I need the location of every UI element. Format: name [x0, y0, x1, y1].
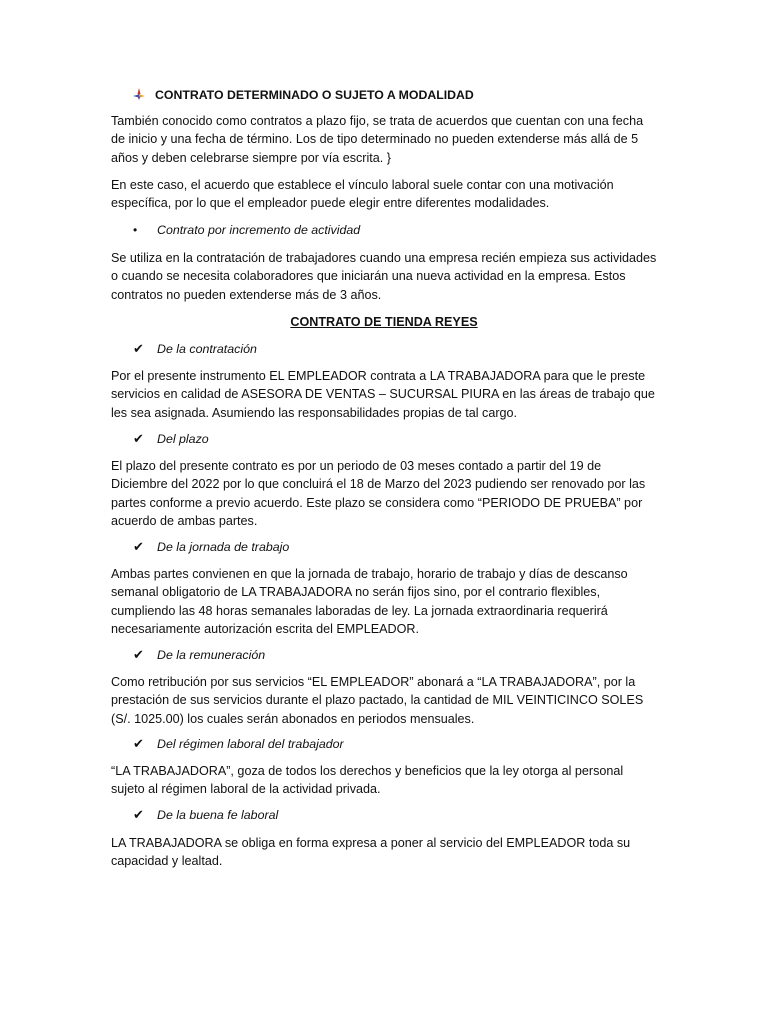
- paragraph-jornada: Ambas partes convienen en que la jornada de trabajo, horario de trabajo y días de descanso semanal obligatorio de LA TRABAJADORA no serán fijos sino, por el contrario flexibles, cumpliendo las 48 horas semanales laboradas de ley. La jornada extraordinaria requerirá necesariamente autorización escrita del EMPLEADOR.: [111, 567, 628, 636]
- checkmark-icon: ✔: [133, 539, 144, 554]
- subheading-text: De la jornada de trabajo: [157, 540, 290, 554]
- subheading-buenafe: [133, 806, 278, 824]
- subheading-text: Del régimen laboral del trabajador: [157, 737, 344, 751]
- checkmark-icon: ✔: [133, 807, 144, 822]
- subheading-incremento: [133, 221, 360, 239]
- subheading-jornada: [133, 538, 289, 556]
- paragraph-contratacion: Por el presente instrumento EL EMPLEADOR contrata a LA TRABAJADORA para que le preste servicios en calidad de ASESORA DE VENTAS – SUCURSAL PIURA en las áreas de trabajo que les sea asignada. Asumiendo las responsabilidades propias de tal cargo.: [111, 369, 655, 420]
- contract-title: CONTRATO DE TIENDA REYES: [290, 315, 478, 329]
- subheading-plazo: [133, 430, 209, 448]
- subheading-regimen: [133, 735, 344, 753]
- subheading-text: De la remuneración: [157, 648, 266, 662]
- paragraph-remuneracion: Como retribución por sus servicios “EL EMPLEADOR” abonará a “LA TRABAJADORA”, por la prestación de sus servicios durante el plazo pactado, la cantidad de MIL VEINTICINCO SOLES (S/. 1025.00) los cuales serán abonados en periodos mensuales.: [111, 675, 644, 726]
- subheading-text: Contrato por incremento de actividad: [157, 223, 361, 237]
- paragraph-case: En este caso, el acuerdo que establece el vínculo laboral suele contar con una motivación específica, por lo que el empleador puede elegir entre diferentes modalidades.: [111, 178, 614, 211]
- bullet-dot-icon: •: [133, 223, 138, 237]
- checkmark-icon: ✔: [133, 341, 144, 356]
- subheading-contratacion: [133, 340, 257, 358]
- checkmark-icon: ✔: [133, 647, 144, 662]
- paragraph-plazo: El plazo del presente contrato es por un periodo de 03 meses contado a partir del 19 de Diciembre del 2022 por lo que concluirá el 18 de Marzo del 2023 pudiendo ser renovado por las partes conforme a previo acuerdo. Este plazo se considera como “PERIODO DE PRUEBA” por acuerdo de ambas partes.: [111, 459, 646, 528]
- subheading-remuneracion: [133, 646, 265, 664]
- subheading-text: De la contratación: [157, 342, 257, 356]
- checkmark-icon: ✔: [133, 736, 144, 751]
- diamond-bullet-icon: [133, 88, 145, 100]
- subheading-text: De la buena fe laboral: [157, 808, 279, 822]
- checkmark-icon: ✔: [133, 431, 144, 446]
- paragraph-incremento: Se utiliza en la contratación de trabajadores cuando una empresa recién empieza sus actividades o cuando se necesita colaboradores que iniciarán una nueva actividad en la empresa. Estos contratos no pueden extenderse más de 3 años.: [111, 251, 657, 302]
- subheading-text: Del plazo: [157, 432, 209, 446]
- paragraph-regimen: “LA TRABAJADORA”, goza de todos los derechos y beneficios que la ley otorga al personal sujeto al régimen laboral de la actividad privada.: [111, 764, 624, 797]
- main-heading: [133, 86, 474, 104]
- main-heading-text: CONTRATO DETERMINADO O SUJETO A MODALIDAD: [155, 88, 474, 102]
- paragraph-intro: También conocido como contratos a plazo fijo, se trata de acuerdos que cuentan con una fecha de inicio y una fecha de término. Los de tipo determinado no pueden extenderse más allá de 5 años y deben celebrarse siempre por vía escrita. }: [111, 114, 644, 165]
- paragraph-buenafe: LA TRABAJADORA se obliga en forma expresa a poner al servicio del EMPLEADOR toda su capacidad y lealtad.: [111, 836, 631, 869]
